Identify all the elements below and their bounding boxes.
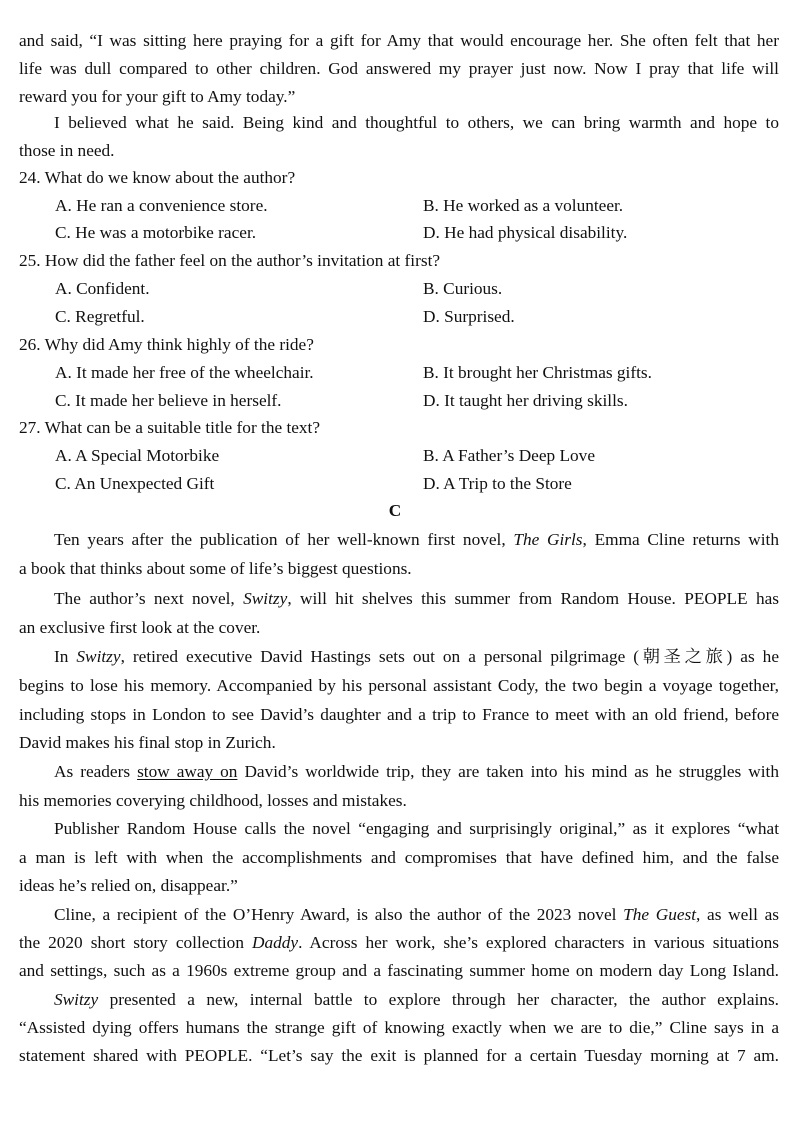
option-c: C. It made her believe in herself. xyxy=(55,391,282,410)
passage-line: life was dull compared to other children. God answered my prayer just now. Now I pray that life will xyxy=(19,59,779,78)
passage-line xyxy=(54,991,779,1008)
option-c: C. He was a motorbike racer. xyxy=(55,223,257,242)
option-a: A. He ran a convenience store. xyxy=(55,196,268,215)
underlined-phrase: stow away on xyxy=(137,762,238,781)
passage-line: and settings, such as a 1960s extreme group and a fascinating summer home on modern day Long Island. xyxy=(19,961,779,980)
option-b: B. Curious. xyxy=(423,279,503,298)
text-run: , will hit shelves this summer from Random House. PEOPLE has xyxy=(287,589,780,608)
text-run: , Emma Cline returns with xyxy=(582,530,779,549)
question-stem: 25. How did the father feel on the author’s invitation at first? xyxy=(19,251,441,270)
passage-line: and said, “I was sitting here praying for a gift for Amy that would encourage her. She often felt that her xyxy=(19,31,779,50)
book-title: Daddy xyxy=(251,933,299,952)
passage-line: a book that thinks about some of life’s biggest questions. xyxy=(19,559,412,578)
option-c: C. Regretful. xyxy=(55,307,145,326)
option-b: B. A Father’s Deep Love xyxy=(423,446,595,465)
passage-line: statement shared with PEOPLE. “Let’s say the exit is planned for a certain Tuesday morning at 7 am. xyxy=(19,1046,779,1065)
passage-line: including stops in London to see David’s daughter and a trip to France to meet with an old friend, before xyxy=(19,705,779,724)
book-title: The Girls xyxy=(513,530,583,549)
passage-line: ideas he’s relied on, disappear.” xyxy=(19,876,238,895)
passage-line xyxy=(54,648,779,665)
text-run: The author’s next novel, xyxy=(54,589,244,608)
option-d: D. It taught her driving skills. xyxy=(423,391,628,410)
text-run: In xyxy=(54,647,77,666)
passage-line xyxy=(54,763,779,780)
question-stem: 24. What do we know about the author? xyxy=(19,168,296,187)
text-run: Ten years after the publication of her well-known first novel, xyxy=(54,530,514,549)
passage-line: David makes his final stop in Zurich. xyxy=(19,733,276,752)
text-run: As readers xyxy=(54,762,138,781)
passage-line: “Assisted dying offers humans the strange gift of knowing exactly when we are to die,” Cline says in a xyxy=(19,1018,779,1037)
book-title: Switzy xyxy=(54,990,99,1009)
option-d: D. Surprised. xyxy=(423,307,515,326)
passage-line: begins to lose his memory. Accompanied by his personal assistant Cody, the two begin a voyage together, xyxy=(19,676,779,695)
book-title: Switzy xyxy=(243,589,288,608)
question-stem: 26. Why did Amy think highly of the ride? xyxy=(19,335,314,354)
option-c: C. An Unexpected Gift xyxy=(55,474,215,493)
passage-line xyxy=(19,934,779,951)
passage-line: reward you for your gift to Amy today.” xyxy=(19,87,296,106)
question-stem: 27. What can be a suitable title for the text? xyxy=(19,418,321,437)
passage-line xyxy=(54,906,779,923)
passage-line: I believed what he said. Being kind and thoughtful to others, we can bring warmth and hope to xyxy=(54,113,779,132)
text-run: David’s worldwide trip, they are taken into his mind as he struggles with xyxy=(237,762,780,781)
option-d: D. A Trip to the Store xyxy=(423,474,572,493)
section-heading: C xyxy=(388,501,402,520)
option-b: B. He worked as a volunteer. xyxy=(423,196,624,215)
option-d: D. He had physical disability. xyxy=(423,223,628,242)
passage-line: an exclusive first look at the cover. xyxy=(19,618,261,637)
text-run: presented a new, internal battle to explore through her character, the author explains. xyxy=(98,990,779,1009)
text-run: the 2020 short story collection xyxy=(19,933,252,952)
text-run: . Across her work, she’s explored characters in various situations xyxy=(298,933,779,952)
option-a: A. A Special Motorbike xyxy=(55,446,220,465)
option-a: A. It made her free of the wheelchair. xyxy=(55,363,314,382)
text-run: , as well as xyxy=(696,905,779,924)
option-a: A. Confident. xyxy=(55,279,150,298)
book-title: Switzy xyxy=(76,647,121,666)
text-run: , retired executive David Hastings sets out on a personal pilgrimage (朝圣之旅) as he xyxy=(120,647,779,666)
passage-line: a man is left with when the accomplishments and compromises that have defined him, and the false xyxy=(19,848,779,867)
passage-line: his memories coverying childhood, losses and mistakes. xyxy=(19,791,407,810)
passage-line: Publisher Random House calls the novel “engaging and surprisingly original,” as it explores “what xyxy=(54,819,779,838)
passage-line xyxy=(54,531,779,548)
option-b: B. It brought her Christmas gifts. xyxy=(423,363,652,382)
book-title: The Guest xyxy=(623,905,697,924)
text-run: Cline, a recipient of the O’Henry Award, is also the author of the 2023 novel xyxy=(54,905,624,924)
passage-line: those in need. xyxy=(19,141,115,160)
passage-line xyxy=(54,590,779,607)
